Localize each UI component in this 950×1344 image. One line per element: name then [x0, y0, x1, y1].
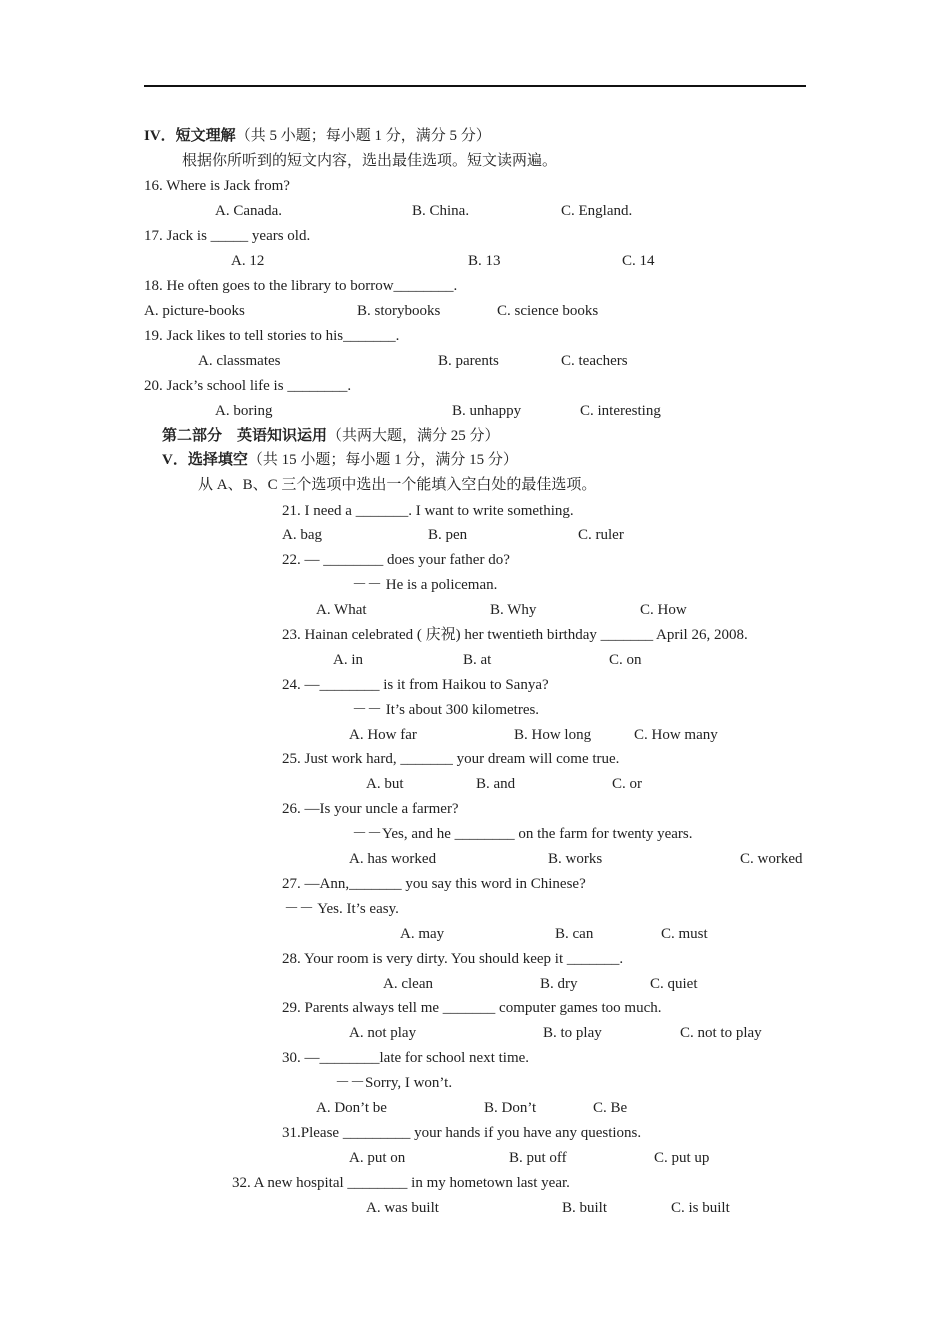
q27-option-b[interactable]: B. can: [555, 926, 594, 942]
part2-heading: [162, 426, 500, 446]
q17-option-a[interactable]: A. 12: [231, 253, 265, 269]
q26-option-c[interactable]: C. worked: [740, 851, 803, 867]
question-16: 16. Where is Jack from?: [144, 178, 290, 194]
q19-option-c[interactable]: C. teachers: [561, 353, 628, 369]
section-number: V．: [162, 452, 188, 468]
section-note: （共 15 小题；每小题 1 分，满分 15 分）: [247, 452, 518, 468]
q30-option-b[interactable]: B. Don’t: [484, 1100, 537, 1116]
q25-option-b[interactable]: B. and: [476, 776, 516, 792]
q23-option-c[interactable]: C. on: [609, 652, 642, 668]
question-30: 30. —________late for school next time.: [282, 1050, 530, 1066]
question-22: 22. — ________ does your father do?: [282, 552, 510, 568]
q21-option-b[interactable]: B. pen: [428, 527, 468, 543]
q22-response: －－ He is a policeman.: [352, 577, 498, 593]
q26-option-a[interactable]: A. has worked: [349, 851, 437, 867]
q24-response: －－ It’s about 300 kilometres.: [352, 702, 540, 718]
q18-option-c[interactable]: C. science books: [497, 303, 599, 319]
section-title: 选择填空: [187, 452, 248, 468]
question-31: 31.Please _________ your hands if you have any questions.: [282, 1125, 642, 1141]
q31-option-a[interactable]: A. put on: [349, 1150, 406, 1166]
q22-option-a[interactable]: A. What: [316, 602, 367, 618]
q30-response: －－Sorry, I won’t.: [335, 1075, 453, 1091]
q16-option-b[interactable]: B. China.: [412, 203, 470, 219]
q17-option-c[interactable]: C. 14: [622, 253, 655, 269]
q20-option-b[interactable]: B. unhappy: [452, 403, 522, 419]
q29-option-c[interactable]: C. not to play: [680, 1025, 762, 1041]
q24-option-a[interactable]: A. How far: [349, 727, 417, 743]
q28-option-c[interactable]: C. quiet: [650, 976, 698, 992]
q18-option-a[interactable]: A. picture-books: [144, 303, 245, 319]
q20-option-a[interactable]: A. boring: [215, 403, 273, 419]
q21-option-a[interactable]: A. bag: [282, 527, 322, 543]
part-title: 第二部分 英语知识运用: [162, 428, 328, 444]
section-number: IV．: [144, 128, 176, 144]
q28-option-a[interactable]: A. clean: [383, 976, 433, 992]
q32-option-a[interactable]: A. was built: [366, 1200, 439, 1216]
q22-option-c[interactable]: C. How: [640, 602, 687, 618]
q32-option-b[interactable]: B. built: [562, 1200, 608, 1216]
section4-instruction: 根据你所听到的短文内容，选出最佳选项。短文读两遍。: [182, 153, 558, 169]
q22-option-b[interactable]: B. Why: [490, 602, 537, 618]
q31-option-b[interactable]: B. put off: [509, 1150, 567, 1166]
q23-option-b[interactable]: B. at: [463, 652, 492, 668]
q24-option-b[interactable]: B. How long: [514, 727, 592, 743]
question-26: 26. —Is your uncle a farmer?: [282, 801, 459, 817]
section-note: （共 5 小题；每小题 1 分，满分 5 分）: [235, 128, 491, 144]
q27-response: －－ Yes. It’s easy.: [284, 901, 399, 917]
question-21: 21. I need a _______. I want to write something.: [282, 503, 574, 519]
question-25: 25. Just work hard, _______ your dream will come true.: [282, 751, 620, 767]
q16-option-c[interactable]: C. England.: [561, 203, 633, 219]
q19-option-b[interactable]: B. parents: [438, 353, 499, 369]
q27-option-a[interactable]: A. may: [400, 926, 445, 942]
q26-option-b[interactable]: B. works: [548, 851, 603, 867]
section4-heading: [144, 126, 491, 146]
question-17: 17. Jack is _____ years old.: [144, 228, 311, 244]
q24-option-c[interactable]: C. How many: [634, 727, 718, 743]
q25-option-c[interactable]: C. or: [612, 776, 642, 792]
q23-option-a[interactable]: A. in: [333, 652, 363, 668]
q18-option-b[interactable]: B. storybooks: [357, 303, 441, 319]
q17-option-b[interactable]: B. 13: [468, 253, 501, 269]
section5-instruction: 从 A、B、C 三个选项中选出一个能填入空白处的最佳选项。: [198, 477, 597, 493]
section5-heading: [162, 450, 518, 470]
question-20: 20. Jack’s school life is ________.: [144, 378, 352, 394]
q29-option-b[interactable]: B. to play: [543, 1025, 602, 1041]
question-32: 32. A new hospital ________ in my hometown last year.: [232, 1175, 570, 1191]
question-28: 28. Your room is very dirty. You should keep it _______.: [282, 951, 624, 967]
question-24: 24. —________ is it from Haikou to Sanya?: [282, 677, 549, 693]
question-19: 19. Jack likes to tell stories to his_______.: [144, 328, 400, 344]
q27-option-c[interactable]: C. must: [661, 926, 708, 942]
q26-response: －－Yes, and he ________ on the farm for twenty years.: [352, 826, 693, 842]
q19-option-a[interactable]: A. classmates: [198, 353, 281, 369]
part-note: （共两大题，满分 25 分）: [327, 428, 500, 444]
question-29: 29. Parents always tell me _______ computer games too much.: [282, 1000, 662, 1016]
header-rule: [144, 85, 806, 87]
q29-option-a[interactable]: A. not play: [349, 1025, 417, 1041]
q28-option-b[interactable]: B. dry: [540, 976, 578, 992]
q20-option-c[interactable]: C. interesting: [580, 403, 661, 419]
q21-option-c[interactable]: C. ruler: [578, 527, 624, 543]
question-18: 18. He often goes to the library to borrow________.: [144, 278, 458, 294]
question-27: 27. —Ann,_______ you say this word in Chinese?: [282, 876, 586, 892]
section-title: 短文理解: [175, 128, 236, 144]
q30-option-a[interactable]: A. Don’t be: [316, 1100, 387, 1116]
q25-option-a[interactable]: A. but: [366, 776, 404, 792]
question-23: 23. Hainan celebrated ( 庆祝) her twentieth birthday _______ April 26, 2008.: [282, 627, 748, 643]
q32-option-c[interactable]: C. is built: [671, 1200, 730, 1216]
q31-option-c[interactable]: C. put up: [654, 1150, 710, 1166]
q16-option-a[interactable]: A. Canada.: [215, 203, 283, 219]
q30-option-c[interactable]: C. Be: [593, 1100, 628, 1116]
